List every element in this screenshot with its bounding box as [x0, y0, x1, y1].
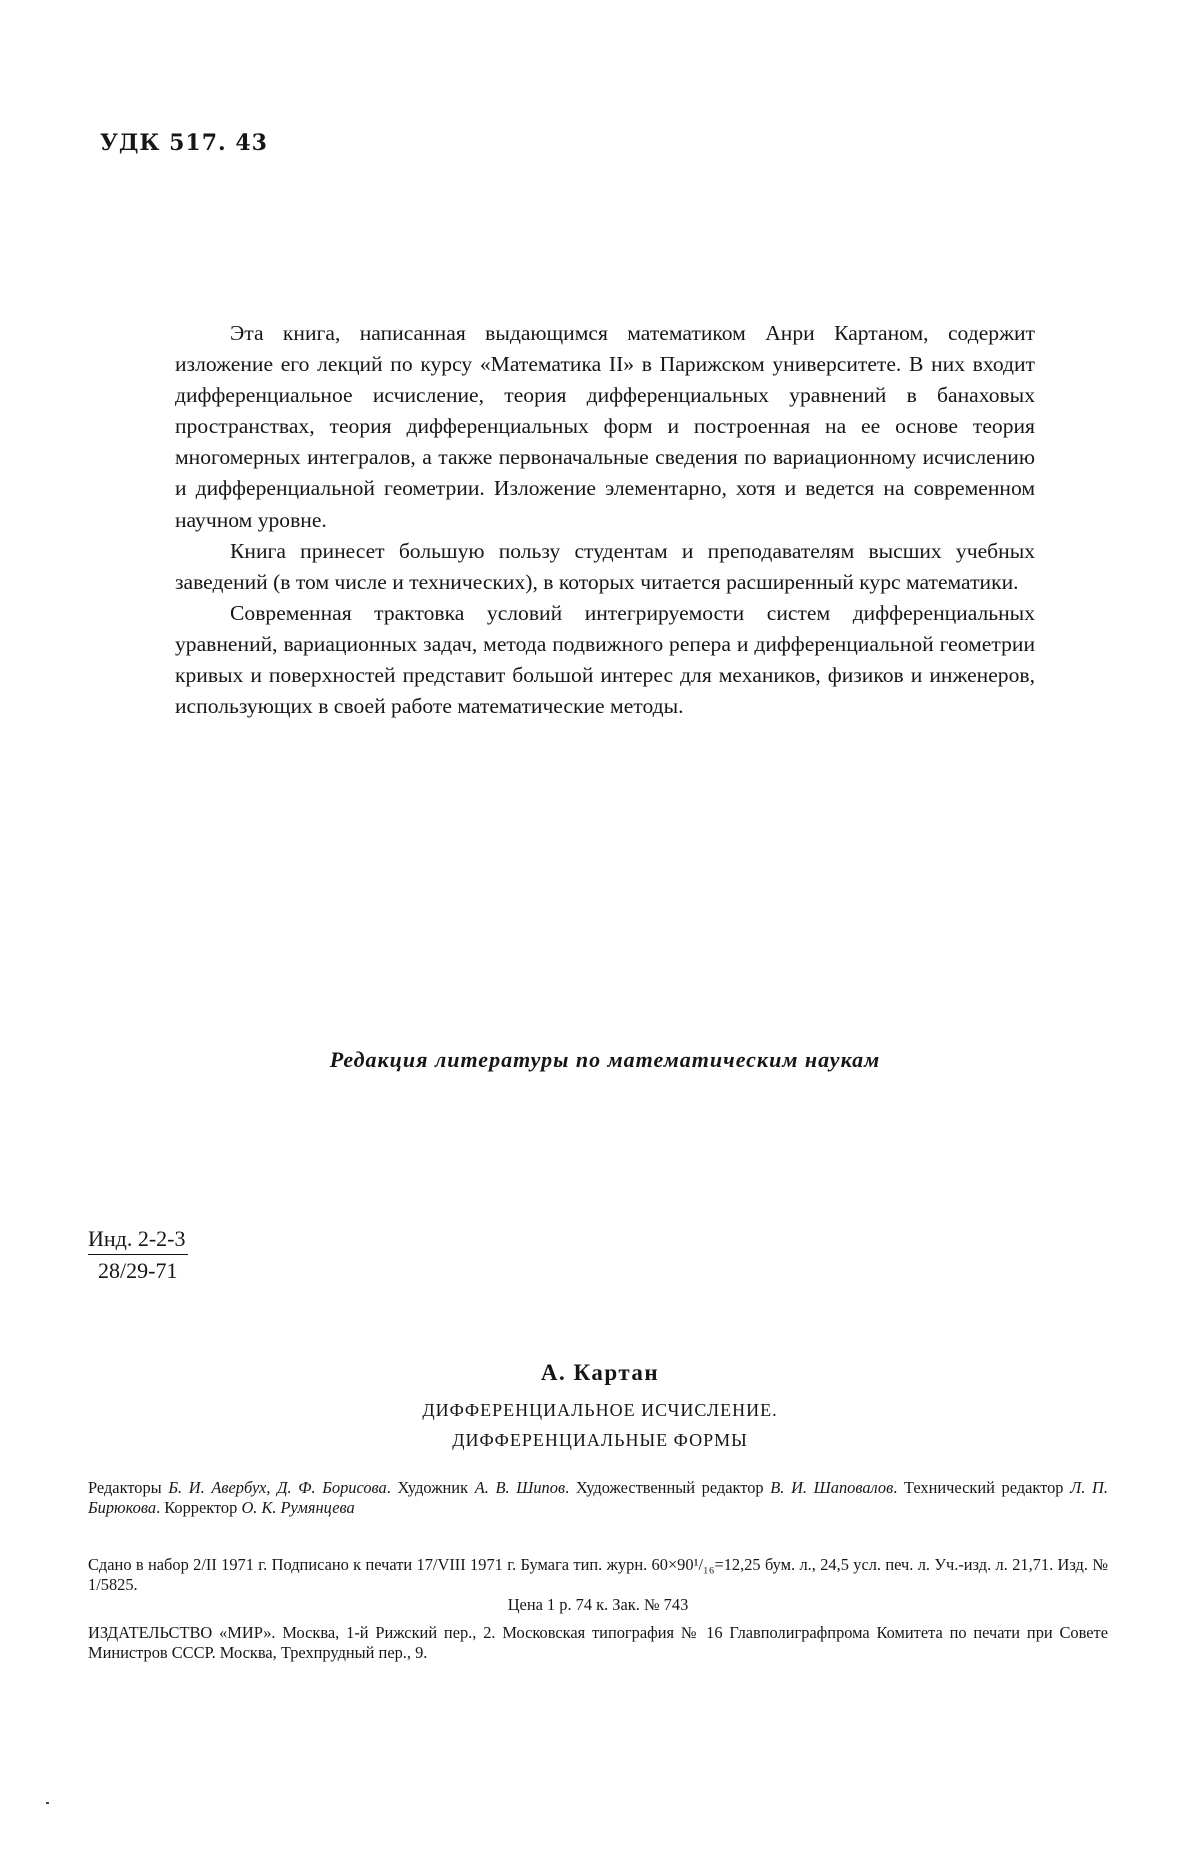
- index-code: [88, 1225, 188, 1285]
- print-details: Сдано в набор 2/II 1971 г. Подписано к печати 17/VIII 1971 г. Бумага тип. журн. 60×90¹/₁₆=12,25 бум. л., 24,5 усл. печ. л. Уч.-изд. л. 21,71. Изд. № 1/5825.: [88, 1555, 1108, 1594]
- tech-editor-label: . Технический редактор: [893, 1478, 1064, 1497]
- annotation-paragraph-1: Эта книга, написанная выдающимся математиком Анри Картаном, содержит изложение его лекций по курсу «Математика II» в Парижском университете. В них входит дифференциальное исчисление, теория дифференциальных уравнений в банаховых пространствах, теория дифференциальных форм и построенная на ее основе теория многомерных интегралов, а также первоначальные сведения по вариационному исчислению и дифференциальной геометрии. Изложение элементарно, хотя и ведется на современном научном уровне.: [175, 321, 1035, 532]
- editors-names: Б. И. Авербух, Д. Ф. Борисова: [168, 1478, 387, 1497]
- book-title-line-1: ДИФФЕРЕНЦИАЛЬНОЕ ИСЧИСЛЕНИЕ.: [422, 1400, 778, 1420]
- artist-label: . Художник: [386, 1478, 469, 1497]
- artist-name: А. В. Шипов: [474, 1478, 566, 1497]
- author-name: А. Картан: [540, 1360, 660, 1385]
- index-code-top: Инд. 2-2-3: [88, 1225, 188, 1255]
- udk-code: УДК 517. 43: [100, 130, 268, 156]
- corrector-name: О. К. Румянцева: [241, 1498, 355, 1517]
- page-speck: [46, 1802, 49, 1804]
- index-code-bottom: 28/29-71: [98, 1258, 178, 1283]
- art-editor-name: В. И. Шаповалов: [770, 1478, 894, 1497]
- book-title-line-2: ДИФФЕРЕНЦИАЛЬНЫЕ ФОРМЫ: [452, 1430, 748, 1450]
- editorial-office: Редакция литературы по математическим наукам: [329, 1047, 881, 1072]
- annotation-paragraph-3: Современная трактовка условий интегрируемости систем дифференциальных уравнений, вариационных задач, метода подвижного репера и дифференциальной геометрии кривых и поверхностей представит большой интерес для механиков, физиков и инженеров, использующих в своей работе математические методы.: [175, 600, 1035, 719]
- corrector-label: . Корректор: [156, 1498, 238, 1517]
- imprint-editors: [88, 1478, 1108, 1518]
- tech-editor-name: Л. П. Бирюкова: [88, 1478, 1108, 1517]
- book-annotation: [175, 318, 1035, 722]
- imprint-print-details: [88, 1555, 1108, 1615]
- editors-label: Редакторы: [88, 1478, 162, 1497]
- art-editor-label: . Художественный редактор: [565, 1478, 764, 1497]
- imprint-publisher: ИЗДАТЕЛЬСТВО «МИР». Москва, 1-й Рижский пер., 2. Московская типография № 16 Главполиграфпрома Комитета по печати при Совете Министров СССР. Москва, Трехпрудный пер., 9.: [88, 1623, 1108, 1662]
- annotation-paragraph-2: Книга принесет большую пользу студентам и преподавателям высших учебных заведений (в том числе и технических), в которых читается расширенный курс математики.: [175, 538, 1035, 594]
- price-line: Цена 1 р. 74 к. Зак. № 743: [507, 1595, 689, 1614]
